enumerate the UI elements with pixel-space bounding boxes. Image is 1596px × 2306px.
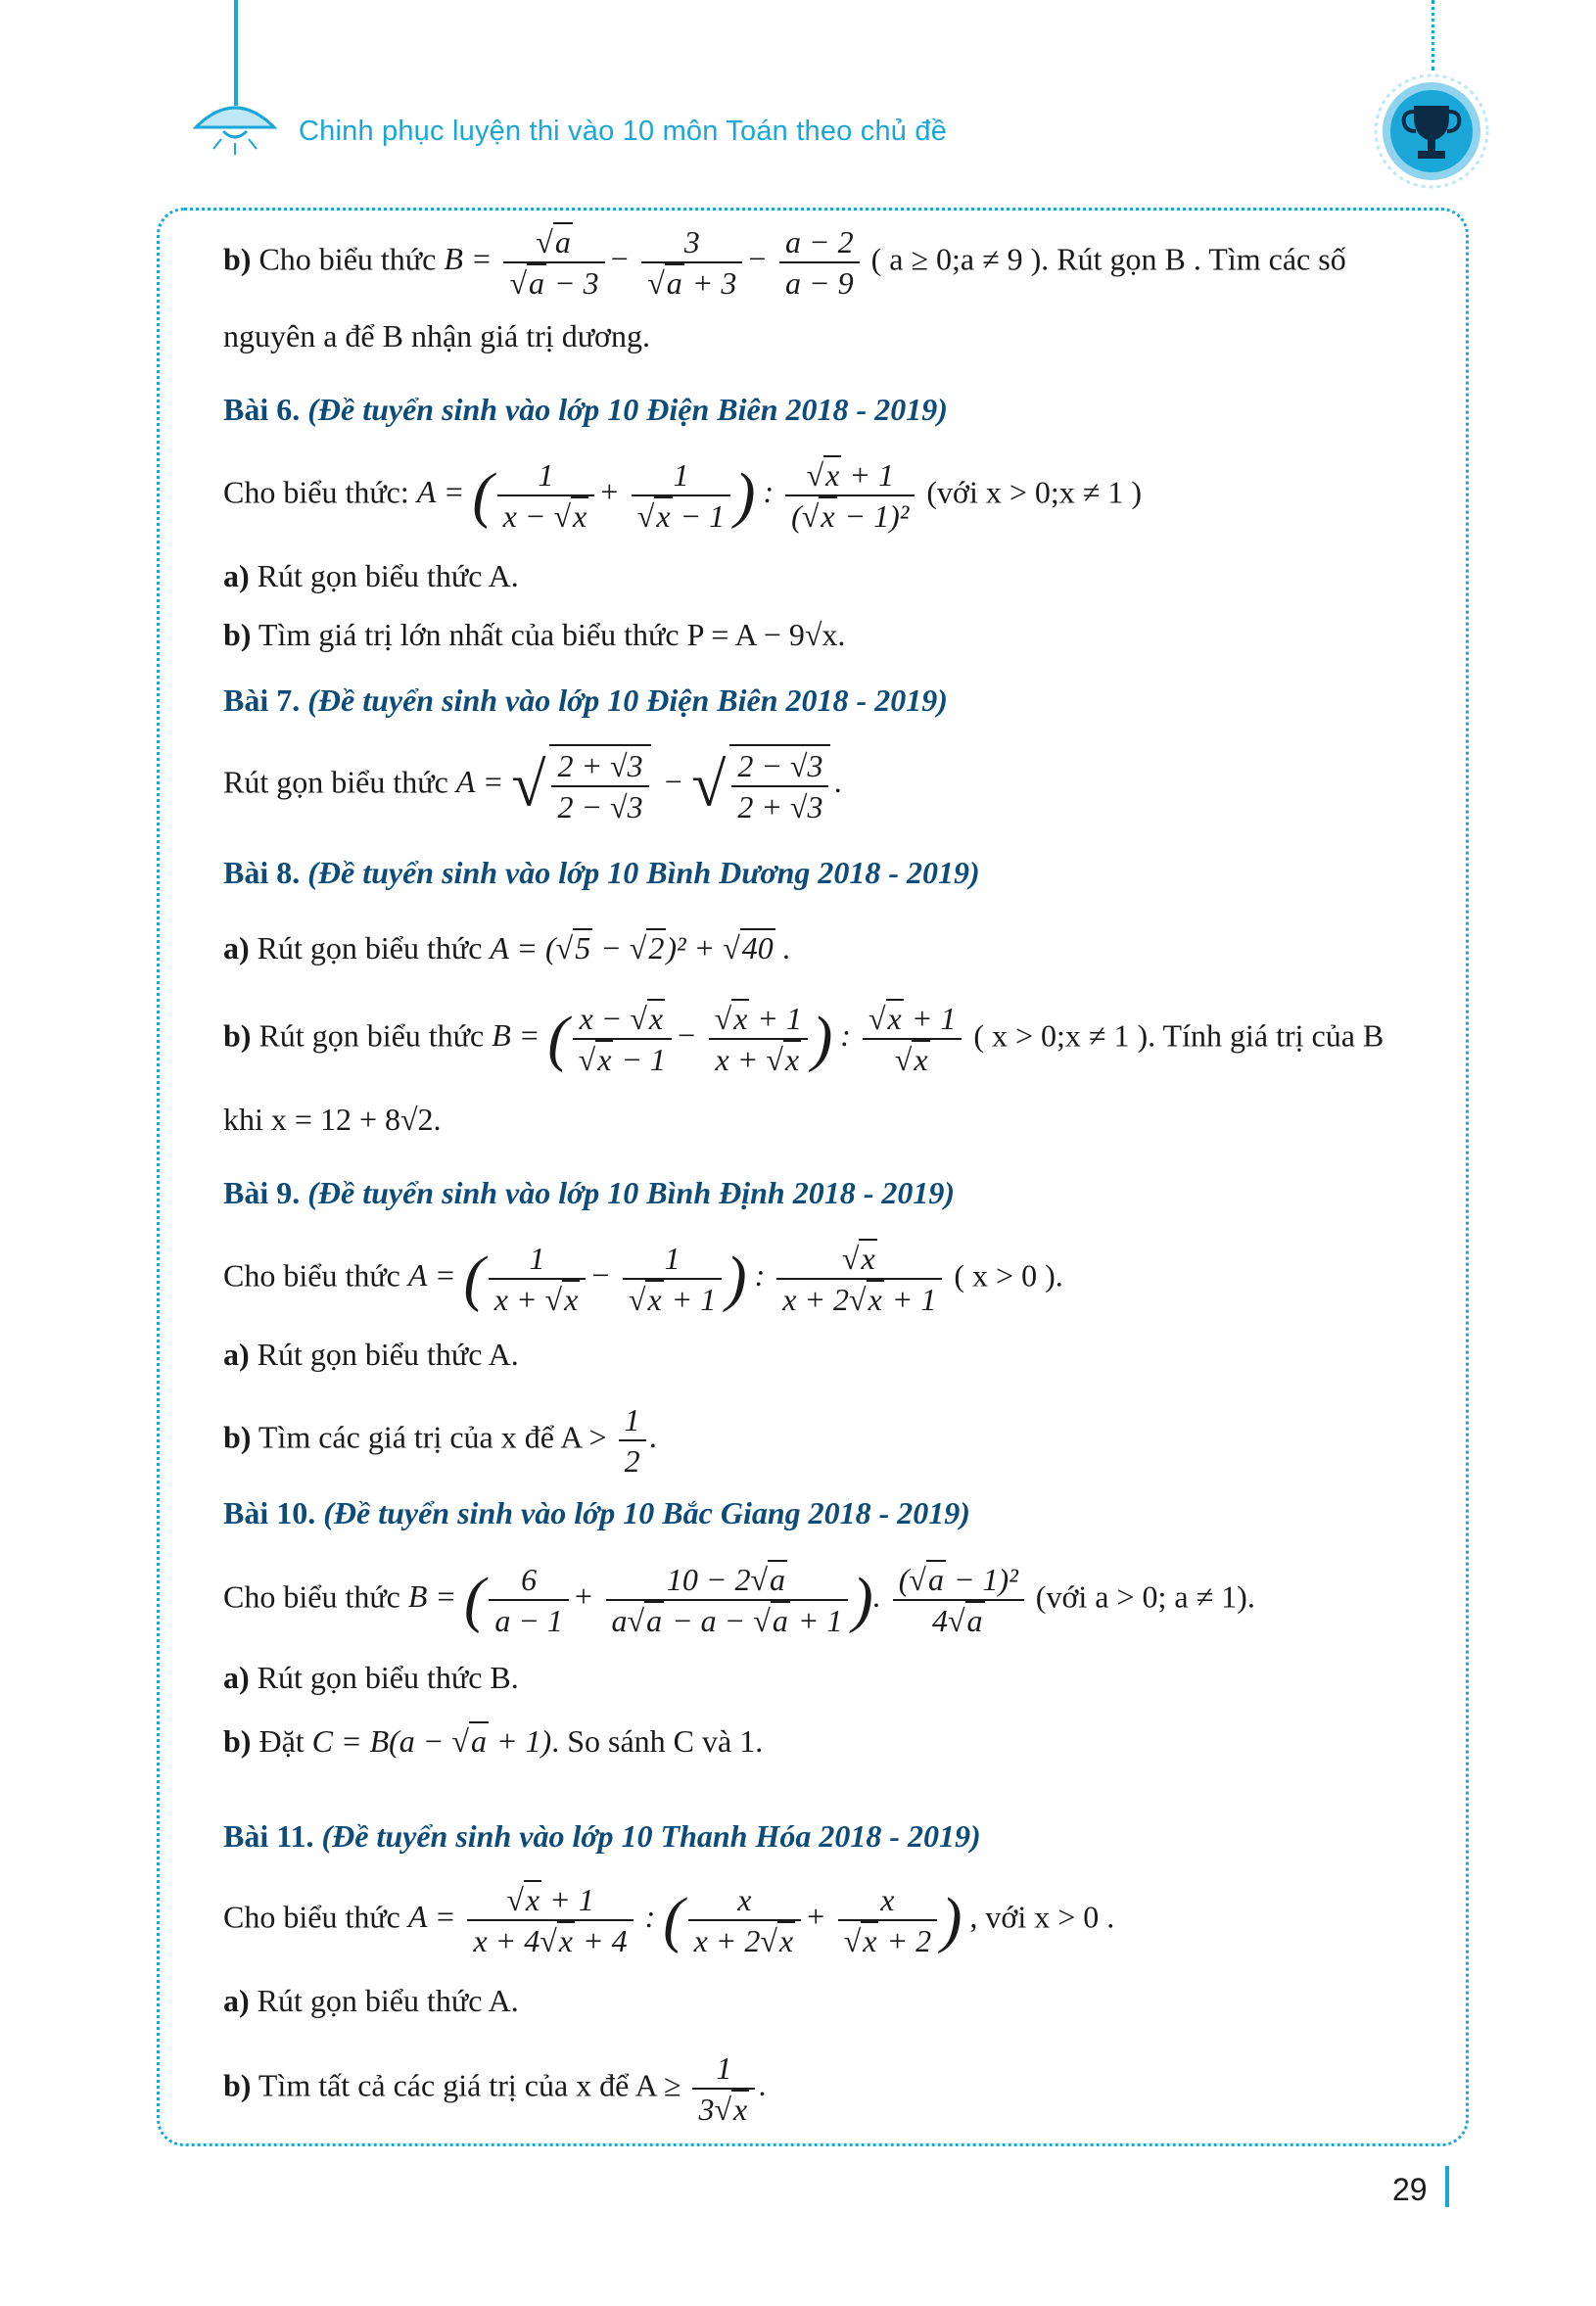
problem-6-a — [223, 558, 519, 594]
formula-half: $\frac{1}{2}$ . — [615, 1419, 658, 1454]
problem-10-title — [223, 1495, 970, 1531]
part-text: Rút gọn biểu thức A. — [257, 558, 519, 593]
part-text-tail: . So sánh C và 1. — [551, 1723, 764, 1759]
problem-label: Bài 10. — [223, 1495, 316, 1530]
part-text: Tìm các giá trị của x để A > — [258, 1419, 607, 1455]
problem-5-b — [223, 222, 1346, 303]
part-label: a) — [223, 930, 250, 965]
problem-label: Bài 11. — [223, 1818, 314, 1854]
header-dotted-line — [1432, 0, 1434, 71]
part-label: b) — [223, 617, 252, 652]
problem-source: (Đề tuyển sinh vào lớp 10 Thanh Hóa 2018 - 2019) — [321, 1818, 981, 1854]
problem-9-title — [223, 1175, 955, 1211]
condition: ( x > 0 ). — [954, 1257, 1063, 1294]
page-number: 29 — [1392, 2172, 1428, 2207]
problem-9-statement — [223, 1239, 1063, 1319]
problem-7-statement — [223, 744, 842, 826]
part-label: a) — [223, 558, 250, 593]
problem-10-b — [223, 1723, 763, 1760]
formula-B: B = ( $\frac{x - √x}{√x - 1}$ − $\frac{√x + 1}{x + √x}$ ) : $\frac{√x + 1}{√x}$ — [492, 1017, 973, 1053]
problem-10-a — [223, 1660, 519, 1696]
problem-8-title — [223, 855, 980, 891]
problem-11-a — [223, 1983, 519, 2019]
page-number-bar — [1445, 2166, 1449, 2207]
part-label: a) — [223, 1660, 250, 1695]
part-label: b) — [223, 241, 252, 277]
statement-text: Cho biểu thức — [223, 1257, 400, 1294]
formula-B: B = $\frac{√a}{√a - 3}$ − $\frac{3}{√a + 3}$ − $\frac{a - 2}{a - 9}$ — [444, 241, 870, 276]
problem-8-a — [223, 930, 791, 966]
problem-9-a — [223, 1337, 519, 1373]
formula-A: A = ( $\frac{1}{x + √x}$ − $\frac{1}{√x + 1}$ ) : $\frac{√x}{x + 2√x + 1}$ — [408, 1257, 955, 1293]
condition: (với a > 0; a ≠ 1). — [1035, 1578, 1255, 1615]
statement-text: Cho biểu thức — [223, 1899, 400, 1935]
problem-5-b-cont: nguyên a để B nhận giá trị dương. — [223, 318, 650, 353]
formula-A: A = ( $\frac{1}{x - √x}$ + $\frac{1}{√x - 1}$ ) : $\frac{√x + 1}{\text{(√x − 1)²}}$ — [417, 474, 927, 509]
part-text: Rút gọn biểu thức A. — [257, 1337, 519, 1372]
formula-bound: $\frac{1}{3√x}$ . — [688, 2067, 767, 2102]
part-text: Cho biểu thức — [258, 241, 437, 277]
problem-source: (Đề tuyển sinh vào lớp 10 Bình Dương 2018 - 2019) — [307, 855, 980, 890]
problem-6-statement — [223, 455, 1142, 536]
part-label: b) — [223, 1723, 252, 1759]
part-text: Rút gọn biểu thức B. — [257, 1660, 519, 1695]
problem-8-b — [223, 999, 1384, 1079]
formula-A: A = $\frac{√x + 1}{x + 4√x + 4}$ : ( $\frac{x}{x + 2√x}$ + $\frac{x}{√x + 2}$ ) — [407, 1882, 962, 1958]
problem-11-title — [223, 1818, 981, 1855]
condition: , với x > 0 . — [969, 1899, 1115, 1935]
formula-A: A = √ $\frac{2 + √3}{2 - √3}$ − √ $\frac{2 - √3}{2 + √3}$ . — [456, 764, 843, 799]
part-text: Rút gọn biểu thức — [258, 1017, 485, 1054]
book-title: Chinh phục luyện thi vào 10 môn Toán theo chủ đề — [299, 116, 948, 147]
part-text: Rút gọn biểu thức — [257, 930, 483, 965]
part-label: b) — [223, 1419, 252, 1455]
part-label: b) — [223, 1017, 252, 1054]
problem-6-b — [223, 617, 845, 653]
condition: ( a ≥ 0;a ≠ 9 ). Rút gọn B . Tìm các số — [870, 241, 1346, 277]
problem-8-b-cont: khi x = 12 + 8√2. — [223, 1102, 442, 1137]
part-label: a) — [223, 1337, 250, 1372]
problem-11-b — [223, 2048, 767, 2129]
part-label: a) — [223, 1983, 250, 2018]
problem-label: Bài 6. — [223, 392, 301, 427]
condition: (với x > 0;x ≠ 1 ) — [926, 474, 1143, 510]
formula-B: B = ( $\frac{6}{a - 1}$ + $\frac{10 - 2√a}{a√a - a - √a + 1}$ ). $\frac{\text{(√a − 1)²}}{4√a}$ — [408, 1578, 1036, 1614]
problem-source: (Đề tuyển sinh vào lớp 10 Điện Biên 2018 - 2019) — [307, 392, 948, 427]
problem-9-b — [223, 1400, 658, 1481]
formula-C: C = B(a − √a + 1) — [311, 1723, 552, 1759]
statement-text: Cho biểu thức — [223, 1578, 400, 1615]
lamp-cord — [234, 0, 238, 106]
part-text: Tìm giá trị lớn nhất của biểu thức P = A − 9√x. — [258, 617, 846, 652]
condition: ( x > 0;x ≠ 1 ). Tính giá trị của B — [973, 1017, 1385, 1054]
statement-text: Rút gọn biểu thức — [223, 764, 448, 800]
problem-label: Bài 7. — [223, 682, 301, 718]
part-label: b) — [223, 2067, 252, 2103]
problem-source: (Đề tuyển sinh vào lớp 10 Điện Biên 2018 - 2019) — [307, 682, 948, 718]
lamp-icon — [186, 98, 284, 171]
problem-source: (Đề tuyển sinh vào lớp 10 Bắc Giang 2018 - 2019) — [323, 1495, 970, 1530]
problem-10-statement — [223, 1560, 1255, 1640]
part-text: Tìm tất cả các giá trị của x để A ≥ — [258, 2067, 681, 2103]
problem-label: Bài 8. — [223, 855, 301, 890]
part-text: Đặt — [258, 1723, 305, 1759]
problem-source: (Đề tuyển sinh vào lớp 10 Bình Định 2018 - 2019) — [307, 1175, 956, 1210]
statement-text: Cho biểu thức: — [223, 474, 409, 510]
trophy-icon — [1373, 72, 1490, 195]
problem-6-title — [223, 392, 948, 428]
formula-A: A = (√5 − √2)² + √40 . — [490, 930, 791, 965]
problem-11-statement — [223, 1880, 1114, 1960]
problem-7-title — [223, 682, 948, 719]
problem-label: Bài 9. — [223, 1175, 301, 1210]
part-text: Rút gọn biểu thức A. — [257, 1983, 519, 2018]
